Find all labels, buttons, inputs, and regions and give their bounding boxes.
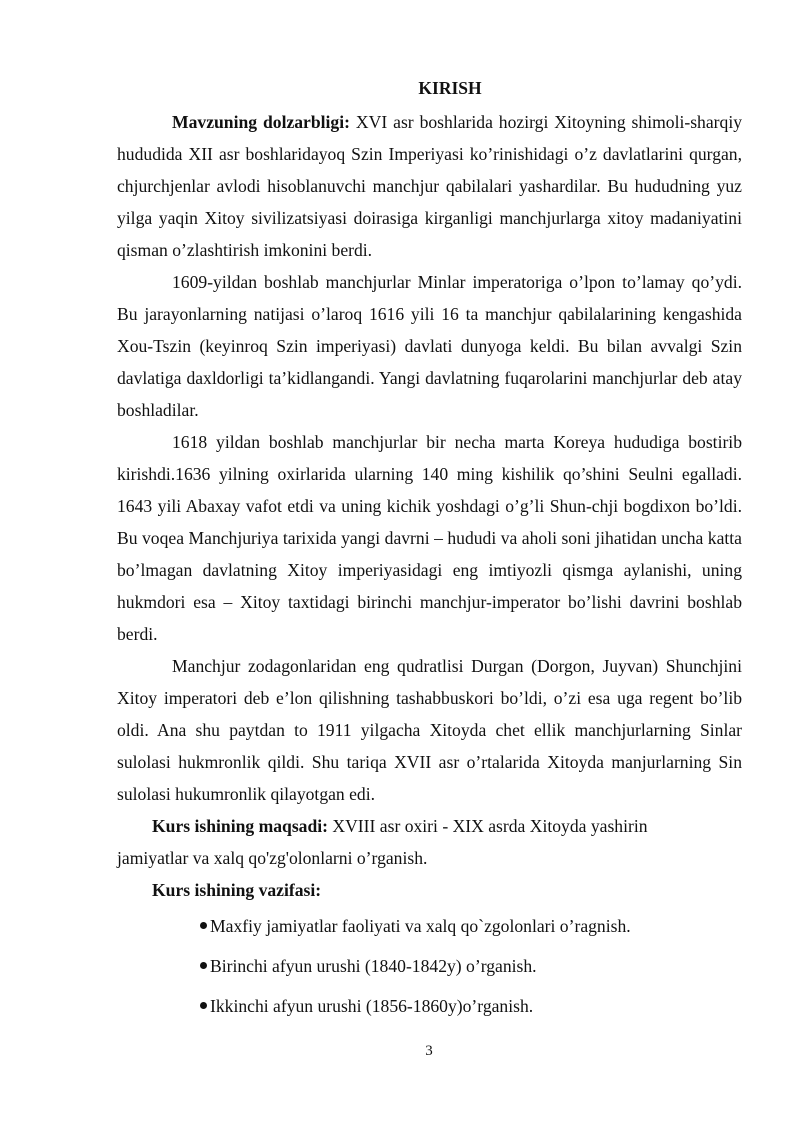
paragraph-1618: 1618 yildan boshlab manchjurlar bir necha marta Koreya hududiga bostirib kirishdi.1636 yilning oxirlarida ularning 140 ming kishilik qo’shini Seulni egalladi. 1643 yili Abaxay vafot etdi va uning kichik yoshdagi o’g’li Shun-chji bogdixon bo’ldi. Bu voqea Manchjuriya tarixida yangi davrni – hududi va aholi soni jihatidan uncha katta bo’lmagan davlatning Xitoy imperiyasidagi eng imtiyozli qismga aylanishi, uning hukmdori esa – Xitoy taxtidagi birinchi manchjur-imperator bo’lishi davrini boshlab berdi.: [117, 432, 742, 644]
bullet-icon: [200, 922, 207, 929]
tasks-heading: Kurs ishining vazifasi:: [152, 880, 322, 900]
page-number: 3: [425, 1043, 433, 1059]
paragraph-dorgon: Manchjur zodagonlaridan eng qudratlisi Durgan (Dorgon, Juyvan) Shunchjini Xitoy imperatori deb e’lon qilishning tashabbuskori bo’ldi, o’zi esa uga regent bo’lib oldi. Ana shu paytdan to 1911 yilgacha Xitoyda chet ellik manchjurlarning Sinlar sulolasi hukmronlik qildi. Shu tariqa XVII asr o’rtalarida Xitoyda manjurlarning Sin sulolasi hukumronlik qilayotgan edi.: [117, 656, 742, 804]
task-text: Birinchi afyun urushi (1840-1842y) o’rganish.: [210, 956, 537, 976]
list-item: [200, 906, 742, 946]
page-title: KIRISH: [418, 78, 482, 98]
paragraph-1609: 1609-yildan boshlab manchjurlar Minlar imperatoriga o’lpon to’lamay qo’ydi. Bu jarayonlarning natijasi o’laroq 1616 yili 16 ta manchjur qabilalarining kengashida Xou-Tszin (keyinroq Szin imperiyasi) davlati dunyoga keldi. Bu bilan avvalgi Szin davlatiga daxldorligi ta’kidlangandi. Yangi davlatning fuqarolarini manchjurlar deb atay boshladilar.: [117, 272, 742, 420]
task-text: Maxfiy jamiyatlar faoliyati va xalq qo`zgolonlari o’ragnish.: [210, 916, 631, 936]
list-item: [200, 946, 742, 986]
list-item: [200, 986, 742, 1026]
goal-text-1: XVIII asr oxiri - XIX asrda Xitoyda yashirin: [328, 816, 648, 836]
goal-line: [117, 810, 742, 842]
relevance-text: XVI asr boshlarida hozirgi Xitoyning shimoli-sharqiy hududida XII asr boshlaridayoq Szin Imperiyasi ko’rinishidagi o’z davlatlarini qurgan, chjurchjenlar avlodi hisoblanuvchi manchjur qabilalari yashardilar. Bu hududning yuz yilga yaqin Xitoy sivilizatsiyasi doirasiga kirganligi manchjurlarga xitoy madaniyatini qisman o’zlashtirish imkonini berdi.: [117, 112, 743, 260]
task-text: Ikkinchi afyun urushi (1856-1860y)o’rganish.: [210, 996, 534, 1016]
paragraph-relevance: [117, 106, 742, 266]
goal-line-2: jamiyatlar va xalq qo'zg'olonlarni o’rganish.: [117, 848, 428, 868]
relevance-heading: Mavzuning dolzarbligi:: [172, 112, 350, 132]
bullet-icon: [200, 962, 207, 969]
tasks-list: [117, 906, 742, 1026]
bullet-icon: [200, 1002, 207, 1009]
tasks-line: [117, 874, 742, 906]
goal-heading: Kurs ishining maqsadi:: [152, 816, 328, 836]
body-text: [117, 106, 742, 1026]
